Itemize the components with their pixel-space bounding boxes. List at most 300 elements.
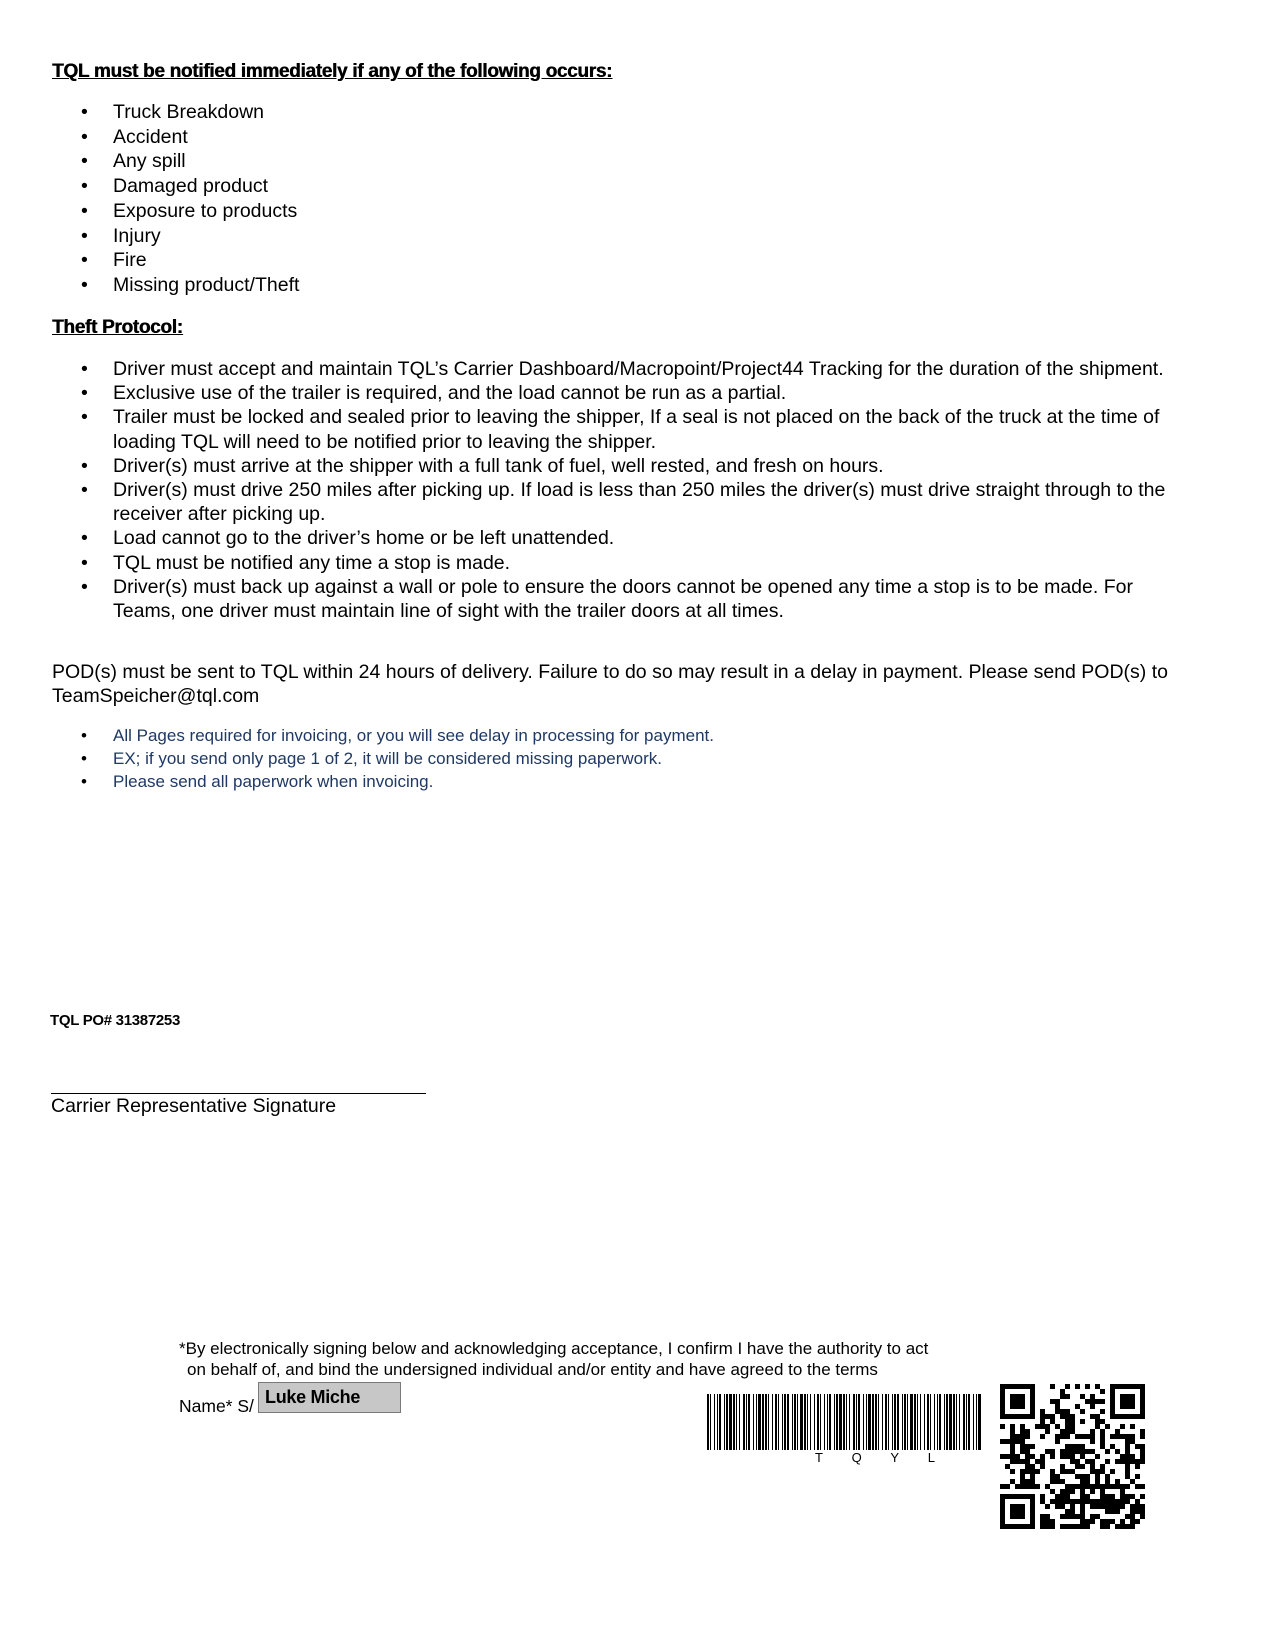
qr-module: [1090, 1449, 1095, 1454]
list-item: • Trailer must be locked and sealed prior to leaving the shipper, If a seal is not placed on the back of the truck at the time of loading TQL will need to be notified prior to leaving the shipper.: [81, 406, 1160, 453]
notify-list: [52, 100, 299, 298]
qr-module: [1105, 1494, 1110, 1499]
qr-module: [1025, 1469, 1030, 1474]
barcode-bars: [707, 1394, 981, 1450]
qr-module: [1000, 1384, 1005, 1419]
qr-module: [1090, 1394, 1095, 1399]
qr-module: [1085, 1524, 1090, 1529]
qr-module: [1080, 1419, 1085, 1424]
qr-module: [1085, 1384, 1090, 1389]
signature-line[interactable]: [51, 1093, 426, 1094]
qr-module: [1135, 1459, 1140, 1464]
qr-module: [1125, 1459, 1130, 1464]
barcode-bar: [778, 1394, 779, 1450]
barcode-bar: [726, 1394, 728, 1450]
qr-module: [1070, 1469, 1075, 1474]
qr-module: [1000, 1484, 1005, 1489]
qr-module: [1100, 1464, 1105, 1469]
qr-module: [1125, 1494, 1130, 1499]
qr-module: [1070, 1484, 1075, 1489]
qr-module: [1130, 1454, 1135, 1459]
barcode-bar: [827, 1394, 828, 1450]
qr-module: [1090, 1484, 1095, 1489]
qr-module: [1045, 1424, 1050, 1429]
qr-module: [1140, 1444, 1145, 1449]
qr-module: [1075, 1384, 1080, 1389]
theft-heading: Theft Protocol:: [52, 317, 183, 338]
qr-module: [1085, 1484, 1090, 1489]
barcode-bar: [882, 1394, 883, 1450]
qr-module: [1040, 1414, 1045, 1419]
qr-module: [1095, 1424, 1100, 1429]
barcode-bar: [953, 1394, 955, 1450]
qr-module: [1055, 1504, 1060, 1509]
qr-module: [1055, 1474, 1060, 1479]
qr-module: [1045, 1414, 1050, 1419]
qr-module: [1030, 1479, 1035, 1484]
qr-module: [1050, 1419, 1055, 1424]
qr-module: [1000, 1454, 1005, 1459]
qr-module: [1130, 1514, 1135, 1519]
barcode-bar: [858, 1394, 860, 1450]
qr-module: [1140, 1504, 1145, 1509]
qr-module: [1085, 1434, 1090, 1439]
qr-module: [1120, 1459, 1125, 1464]
qr-module: [1055, 1479, 1060, 1484]
barcode-bar: [743, 1394, 745, 1450]
qr-module: [1095, 1499, 1100, 1504]
qr-module: [1125, 1454, 1130, 1459]
qr-module: [1105, 1519, 1110, 1524]
qr-module: [1125, 1444, 1130, 1449]
qr-module: [1080, 1489, 1085, 1494]
qr-module: [1130, 1434, 1135, 1439]
qr-module: [1130, 1509, 1135, 1514]
barcode-bar: [872, 1394, 874, 1450]
qr-module: [1060, 1504, 1065, 1509]
qr-module: [1125, 1514, 1130, 1519]
qr-module: [1075, 1464, 1080, 1469]
qr-module: [1010, 1469, 1015, 1474]
barcode-bar: [963, 1394, 965, 1450]
qr-module: [1040, 1499, 1045, 1504]
signature-label: Carrier Representative Signature: [51, 1095, 337, 1117]
qr-module: [1075, 1499, 1080, 1504]
barcode-bar: [794, 1394, 796, 1450]
qr-module: [1110, 1434, 1115, 1439]
bullet: •: [81, 199, 88, 222]
qr-module: [1080, 1494, 1085, 1499]
barcode-bar: [930, 1394, 931, 1450]
qr-module: [1100, 1389, 1105, 1394]
barcode-bar: [927, 1394, 929, 1450]
qr-module: [1080, 1449, 1085, 1454]
list-item: • Load cannot go to the driver’s home or be left unattended.: [81, 527, 615, 550]
barcode-bar: [729, 1394, 732, 1450]
qr-module: [1090, 1414, 1095, 1419]
qr-module: [1050, 1519, 1055, 1524]
qr-module: [1055, 1494, 1060, 1499]
barcode-bar: [892, 1394, 893, 1450]
qr-module: [1140, 1514, 1145, 1519]
barcode-bar: [836, 1394, 838, 1450]
qr-module: [1000, 1494, 1035, 1499]
qr-module: [1040, 1494, 1045, 1499]
qr-module: [1060, 1479, 1065, 1484]
qr-module: [1075, 1434, 1080, 1439]
qr-module: [1125, 1484, 1130, 1489]
bullet: •: [81, 382, 88, 405]
bullet: •: [81, 726, 87, 745]
qr-module: [1045, 1429, 1050, 1434]
qr-module: [1065, 1419, 1070, 1424]
qr-module: [1060, 1494, 1065, 1499]
barcode-bar: [784, 1394, 786, 1450]
qr-module: [1130, 1479, 1135, 1484]
barcode-bar: [817, 1394, 819, 1450]
list-item: • Any spill: [81, 150, 186, 173]
barcode-bar: [748, 1394, 750, 1450]
qr-module: [1095, 1454, 1100, 1459]
qr-module: [1070, 1419, 1075, 1424]
qr-module: [1065, 1524, 1070, 1529]
qr-module: [1125, 1434, 1130, 1439]
qr-module: [1045, 1519, 1050, 1524]
qr-module: [1065, 1484, 1070, 1489]
qr-module: [1025, 1429, 1030, 1434]
qr-module: [1130, 1459, 1135, 1464]
barcode-bar: [868, 1394, 871, 1450]
bullet: •: [81, 454, 88, 477]
qr-module: [1030, 1464, 1035, 1469]
qr-module: [1050, 1474, 1055, 1479]
qr-module: [1040, 1419, 1045, 1424]
qr-module: [1125, 1524, 1130, 1529]
barcode-bar: [949, 1394, 952, 1450]
qr-module: [1065, 1434, 1070, 1439]
barcode-caption: T Q Y L: [815, 1450, 935, 1465]
qr-module: [1010, 1439, 1015, 1444]
qr-module: [1130, 1439, 1135, 1444]
qr-module: [1065, 1394, 1070, 1399]
qr-code-modules: [1000, 1384, 1145, 1529]
qr-module: [1090, 1504, 1095, 1509]
qr-module: [1060, 1469, 1065, 1474]
qr-module: [1020, 1484, 1025, 1489]
signature-name-field[interactable]: Luke Miche: [258, 1382, 401, 1413]
qr-module: [1040, 1464, 1045, 1469]
bullet: •: [81, 551, 88, 574]
qr-module: [1100, 1419, 1105, 1424]
qr-module: [1030, 1384, 1035, 1419]
qr-module: [1035, 1469, 1040, 1474]
qr-module: [1125, 1439, 1130, 1444]
list-item: • Exclusive use of the trailer is required, and the load cannot be run as a partial.: [81, 382, 787, 405]
qr-module: [1075, 1514, 1080, 1519]
barcode-bar: [717, 1394, 718, 1450]
qr-module: [1010, 1459, 1015, 1464]
qr-module: [1070, 1454, 1075, 1459]
qr-module: [1070, 1429, 1075, 1434]
qr-module: [1105, 1479, 1110, 1484]
bullet: •: [81, 175, 88, 198]
qr-module: [1120, 1524, 1125, 1529]
qr-module: [1065, 1429, 1070, 1434]
qr-module: [1095, 1514, 1100, 1519]
qr-module: [1090, 1514, 1095, 1519]
qr-module: [1140, 1384, 1145, 1419]
barcode-bar: [888, 1394, 889, 1450]
list-item: • Damaged product: [81, 175, 269, 198]
qr-module: [1100, 1409, 1105, 1414]
qr-module: [1110, 1384, 1145, 1389]
qr-code-image: [1000, 1384, 1145, 1529]
barcode-bar: [959, 1394, 960, 1450]
qr-module: [1000, 1524, 1035, 1529]
qr-module: [1030, 1494, 1035, 1529]
qr-module: [1075, 1459, 1080, 1464]
qr-module: [1025, 1464, 1030, 1469]
list-item: • Please send all paperwork when invoicing.: [81, 772, 434, 791]
qr-module: [1110, 1414, 1145, 1419]
list-item: • Driver must accept and maintain TQL’s Carrier Dashboard/Macropoint/Project44 Tracking for the duration of the shipment.: [81, 358, 1164, 380]
barcode-bar: [710, 1394, 711, 1450]
qr-module: [1085, 1399, 1090, 1404]
qr-module: [1075, 1404, 1080, 1409]
barcode-bar: [765, 1394, 767, 1450]
qr-module: [1035, 1424, 1040, 1429]
qr-module: [1095, 1384, 1100, 1389]
qr-module: [1015, 1484, 1020, 1489]
barcode-bar: [739, 1394, 740, 1450]
qr-module: [1090, 1499, 1095, 1504]
qr-module: [1105, 1509, 1110, 1514]
barcode-bar: [800, 1394, 803, 1450]
qr-module: [1000, 1439, 1005, 1444]
qr-module: [1065, 1499, 1070, 1504]
bullet: •: [81, 749, 87, 768]
qr-module: [1095, 1414, 1100, 1419]
notify-heading: TQL must be notified immediately if any of the following occurs:: [52, 61, 613, 82]
qr-module: [1115, 1479, 1120, 1484]
barcode-bar: [814, 1394, 815, 1450]
qr-module: [1010, 1504, 1025, 1519]
qr-module: [1065, 1384, 1070, 1389]
qr-module: [1135, 1519, 1140, 1524]
qr-module: [1135, 1504, 1140, 1509]
qr-module: [1115, 1524, 1120, 1529]
qr-module: [1030, 1474, 1035, 1479]
qr-module: [1085, 1459, 1090, 1464]
qr-module: [1030, 1484, 1035, 1489]
qr-module: [1060, 1394, 1065, 1399]
name-label: Name* S/: [179, 1396, 254, 1416]
qr-module: [1065, 1514, 1070, 1519]
qr-module: [1135, 1499, 1140, 1504]
qr-module: [1050, 1399, 1055, 1404]
qr-module: [1105, 1459, 1110, 1464]
barcode-bar: [897, 1394, 899, 1450]
qr-module: [1025, 1444, 1030, 1449]
qr-module: [1110, 1444, 1115, 1449]
bullet: •: [81, 358, 88, 380]
qr-module: [1050, 1469, 1055, 1474]
qr-module: [1115, 1509, 1120, 1514]
qr-module: [1045, 1449, 1050, 1454]
bullet: •: [81, 224, 88, 247]
qr-module: [1060, 1449, 1065, 1454]
qr-module: [1140, 1509, 1145, 1514]
qr-module: [1095, 1399, 1100, 1404]
qr-module: [1100, 1444, 1105, 1449]
qr-module: [1020, 1434, 1025, 1439]
barcode-bar: [904, 1394, 906, 1450]
qr-module: [1075, 1444, 1080, 1449]
list-item: • EX; if you send only page 1 of 2, it will be considered missing paperwork.: [81, 749, 663, 768]
list-item: • All Pages required for invoicing, or you will see delay in processing for payment.: [81, 726, 714, 745]
qr-module: [1060, 1464, 1065, 1469]
qr-module: [1105, 1499, 1110, 1504]
qr-module: [1140, 1454, 1145, 1459]
qr-module: [1095, 1479, 1100, 1484]
qr-module: [1080, 1454, 1085, 1459]
qr-module: [1020, 1444, 1025, 1449]
barcode-bar: [924, 1394, 925, 1450]
qr-module: [1080, 1504, 1085, 1509]
barcode-bar: [843, 1394, 845, 1450]
qr-module: [1105, 1474, 1110, 1479]
qr-module: [1075, 1524, 1080, 1529]
qr-module: [1120, 1424, 1125, 1429]
qr-module: [1100, 1519, 1105, 1524]
qr-module: [1040, 1409, 1045, 1414]
qr-module: [1110, 1509, 1115, 1514]
bullet: •: [81, 101, 88, 123]
qr-module: [1085, 1499, 1090, 1504]
qr-module: [1070, 1449, 1075, 1454]
qr-module: [1100, 1469, 1105, 1474]
qr-module: [1090, 1464, 1095, 1469]
qr-module: [1120, 1484, 1125, 1509]
qr-module: [1040, 1514, 1045, 1519]
qr-module: [1000, 1424, 1005, 1429]
qr-module: [1085, 1474, 1090, 1479]
qr-module: [1040, 1434, 1045, 1439]
qr-module: [1055, 1399, 1060, 1404]
qr-module: [1140, 1429, 1145, 1434]
list-item: • Truck Breakdown: [81, 101, 265, 123]
qr-module: [1080, 1514, 1085, 1519]
barcode-bar: [853, 1394, 855, 1450]
qr-module: [1070, 1509, 1075, 1514]
esign-acknowledgement: *By electronically signing below and acknowledging acceptance, I confirm I have the authority to act on behalf of, and bind the undersigned individual and/or entity and have agreed to the terms: [179, 1339, 929, 1379]
qr-module: [1040, 1519, 1045, 1524]
qr-module: [1120, 1454, 1125, 1459]
bullet: •: [81, 249, 88, 272]
qr-module: [1055, 1439, 1060, 1444]
qr-module: [1005, 1464, 1010, 1469]
barcode-bar: [937, 1394, 938, 1450]
qr-module: [1115, 1449, 1120, 1454]
barcode-bar: [753, 1394, 754, 1450]
qr-module: [1040, 1424, 1045, 1429]
qr-module: [1105, 1424, 1110, 1429]
qr-module: [1090, 1519, 1095, 1524]
qr-module: [1010, 1449, 1015, 1454]
qr-module: [1060, 1409, 1065, 1414]
qr-module: [1050, 1489, 1055, 1494]
qr-module: [1110, 1469, 1115, 1474]
qr-module: [1100, 1484, 1105, 1509]
qr-module: [1080, 1484, 1085, 1489]
qr-module: [1100, 1434, 1105, 1439]
barcode-bar: [733, 1394, 735, 1450]
qr-module: [1090, 1434, 1095, 1439]
list-item: • Driver(s) must arrive at the shipper with a full tank of fuel, well rested, and fresh on hours.: [81, 454, 884, 477]
barcode-bar: [946, 1394, 948, 1450]
qr-module: [1110, 1384, 1115, 1419]
barcode-bar: [846, 1394, 847, 1450]
qr-module: [1050, 1479, 1055, 1484]
qr-module: [1100, 1399, 1105, 1404]
list-item: • Accident: [81, 125, 188, 148]
qr-module: [1125, 1499, 1130, 1504]
qr-module: [1135, 1474, 1140, 1479]
qr-module: [1015, 1459, 1020, 1464]
qr-module: [1060, 1499, 1065, 1504]
bullet: •: [81, 772, 87, 791]
qr-module: [1125, 1449, 1130, 1454]
qr-module: [1015, 1454, 1020, 1459]
qr-module: [1080, 1444, 1085, 1449]
qr-module: [1050, 1449, 1055, 1454]
qr-module: [1025, 1454, 1030, 1459]
barcode-bar: [968, 1394, 970, 1450]
qr-module: [1110, 1519, 1115, 1524]
qr-module: [1065, 1454, 1070, 1459]
list-item: • Exposure to products: [81, 199, 298, 222]
barcode-bar: [973, 1394, 974, 1450]
barcode-bar: [756, 1394, 757, 1450]
qr-module: [1105, 1449, 1110, 1454]
qr-module: [1090, 1489, 1095, 1494]
barcode-bar: [878, 1394, 879, 1450]
barcode-bar: [807, 1394, 808, 1450]
qr-module: [1075, 1484, 1080, 1489]
barcode-bar: [885, 1394, 887, 1450]
qr-module: [1055, 1434, 1060, 1439]
bullet: •: [81, 575, 88, 598]
qr-module: [1130, 1494, 1135, 1499]
qr-module: [1080, 1394, 1085, 1399]
qr-module: [1070, 1524, 1075, 1529]
qr-module: [1115, 1459, 1120, 1464]
qr-module: [1080, 1434, 1085, 1439]
qr-module: [1075, 1474, 1080, 1479]
barcode-bar: [746, 1394, 747, 1450]
qr-module: [1055, 1409, 1060, 1414]
qr-module: [1080, 1474, 1085, 1479]
list-item: • Injury: [81, 224, 161, 247]
qr-module: [1115, 1429, 1120, 1434]
barcode-bar: [810, 1394, 811, 1450]
qr-module: [1110, 1494, 1115, 1499]
bullet: •: [81, 273, 88, 296]
qr-module: [1055, 1404, 1060, 1409]
qr-module: [1135, 1484, 1140, 1489]
qr-module: [1030, 1469, 1035, 1474]
qr-module: [1080, 1524, 1085, 1529]
